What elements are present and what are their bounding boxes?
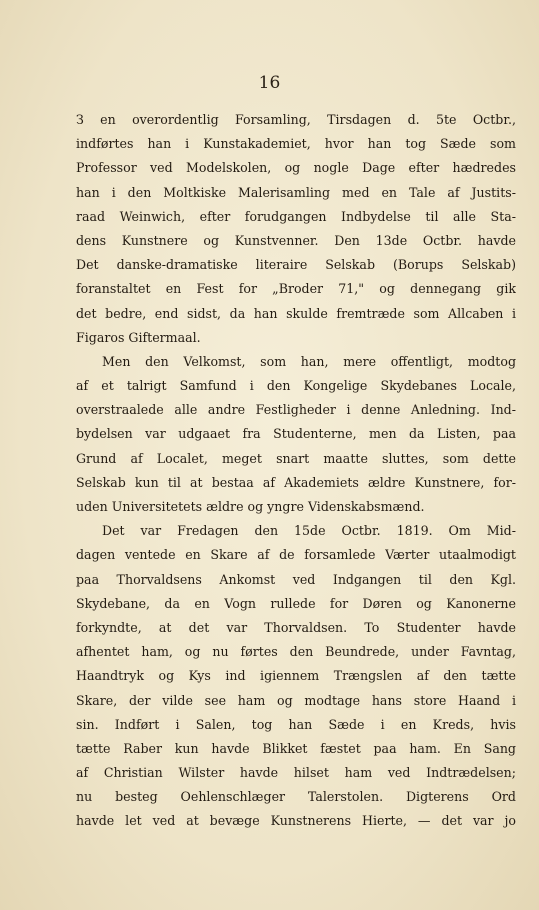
text-line: overstraalede alle andre Festligheder i denne Anledning. Ind-: [76, 402, 516, 418]
text-line: Det danske-dramatiske literaire Selskab (Borups Selskab): [76, 257, 516, 273]
text-line: Haandtryk og Kys ind igiennem Trængslen af den tætte: [76, 668, 516, 684]
text-line: Men den Velkomst, som han, mere offentligt, modtog: [102, 353, 516, 369]
text-line: З en overordentlig Forsamling, Tirsdagen d. 5te Octbr.,: [76, 112, 516, 127]
text-line: nu besteg Oehlenschlæger Talerstolen. Digterens Ord: [76, 789, 516, 805]
text-line: bydelsen var udgaaet fra Studenterne, men da Listen, paa: [76, 426, 516, 442]
page-number: 16: [258, 73, 281, 93]
text-line: sin. Indført i Salen, tog han Sæde i en Kreds, hvis: [76, 716, 516, 732]
text-line: dens Kunstnere og Kunstvenner. Den 13de Octbr. havde: [76, 232, 516, 248]
text-line: Figaros Giftermaal.: [76, 329, 201, 345]
text-line: havde let ved at bevæge Kunstnerens Hierte, — det var jo: [76, 813, 516, 829]
text-line: Selskab kun til at bestaa af Akademiets ældre Kunstnere, for-: [76, 474, 516, 490]
text-line: Grund af Localet, meget snart maatte sluttes, som dette: [76, 450, 516, 466]
text-line: Det var Fredagen den 15de Octbr. 1819. Om Mid-: [102, 523, 516, 539]
text-line: han i den Moltkiske Malerisamling med en Tale af Justits-: [76, 184, 516, 200]
body-text: [76, 108, 516, 834]
text-line: af et talrigt Samfund i den Kongelige Skydebanes Locale,: [76, 378, 516, 394]
text-line: dagen ventede en Skare af de forsamlede Værter utaalmodigt: [76, 547, 516, 563]
text-line: foranstaltet en Fest for „Broder 71," og dennegang gik: [76, 281, 516, 297]
text-line: forkyndte, at det var Thorvaldsen. To Studenter havde: [76, 619, 516, 635]
text-line: indførtes han i Kunstakademiet, hvor han tog Sæde som: [76, 136, 516, 152]
text-line: afhentet ham, og nu førtes den Beundrede, under Favntag,: [76, 644, 516, 660]
text-line: tætte Raber kun havde Blikket fæstet paa ham. En Sang: [76, 740, 516, 756]
text-line: Skare, der vilde see ham og modtage hans store Haand i: [76, 692, 516, 708]
text-line: paa Thorvaldsens Ankomst ved Indgangen til den Kgl.: [76, 571, 516, 587]
text-line: Professor ved Modelskolen, og nogle Dage efter hædredes: [76, 160, 516, 176]
text-line: af Christian Wilster havde hilset ham ved Indtrædelsen;: [76, 765, 516, 781]
text-line: raad Weinwich, efter forudgangen Indbydelse til alle Sta-: [76, 208, 516, 224]
text-line: det bedre, end sidst, da han skulde fremtræde som Allcaben i: [76, 305, 516, 321]
text-line: uden Universitetets ældre og yngre Videnskabsmænd.: [76, 499, 425, 514]
text-line: Skydebane, da en Vogn rullede for Døren og Kanonerne: [76, 595, 516, 611]
